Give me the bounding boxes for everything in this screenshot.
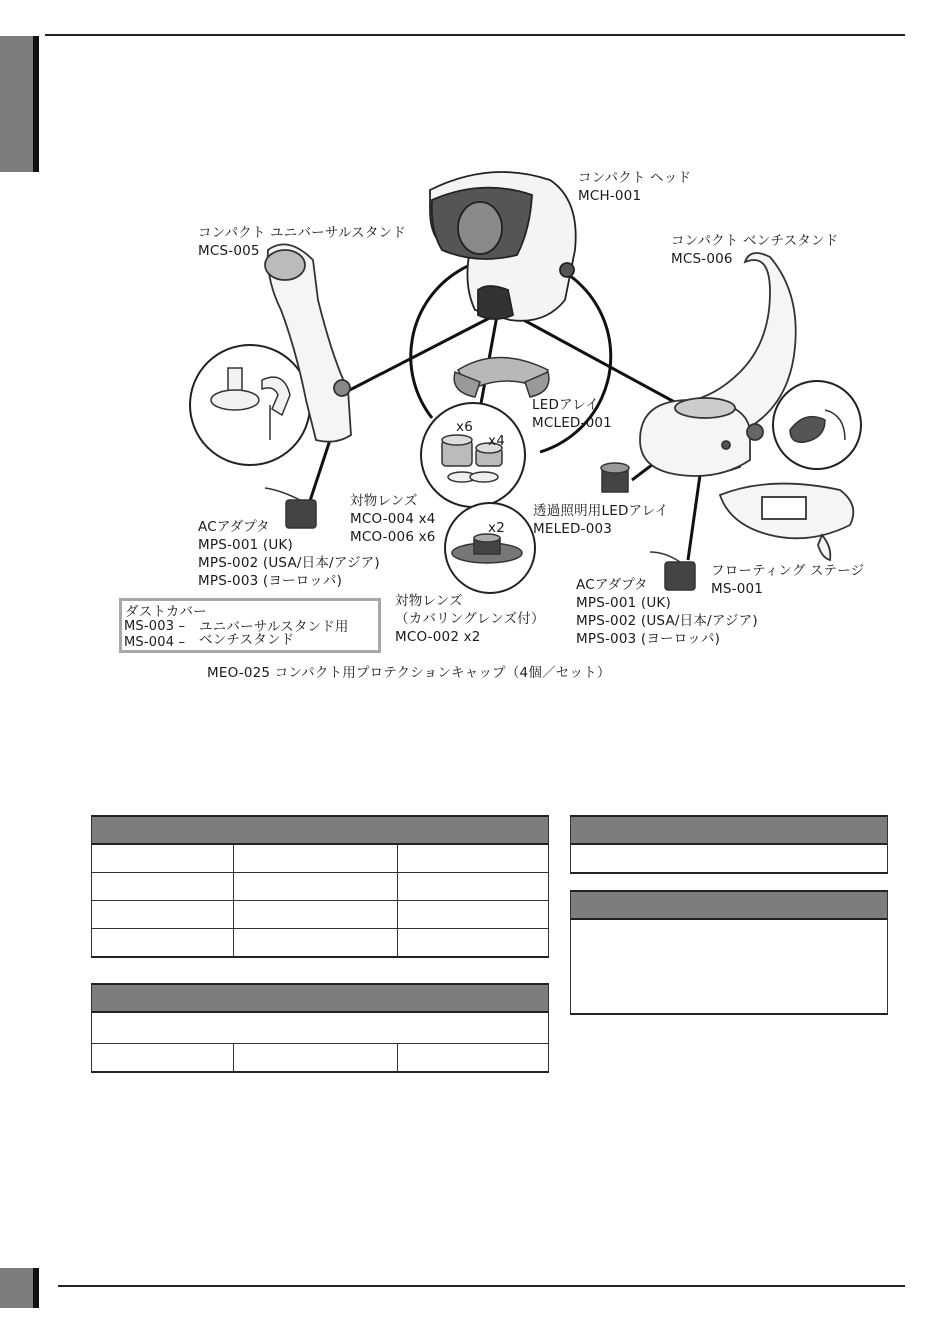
label-code: MELED-003 xyxy=(533,521,613,537)
label-name: LEDアレイ xyxy=(532,397,599,413)
label-name: 対物レンズ xyxy=(350,493,418,509)
table-row xyxy=(92,1044,549,1073)
lens-qty-x4: x4 xyxy=(488,433,505,449)
lens-qty-x6: x6 xyxy=(456,419,473,435)
label-name: コンパクト ユニバーサルスタンド xyxy=(198,225,406,241)
table-row xyxy=(92,844,549,873)
label-ac-adapter-left xyxy=(198,518,380,590)
label-led-array xyxy=(532,396,612,432)
footer-tab-edge xyxy=(33,1268,39,1308)
label-line2: MPS-002 (USA/日本/アジア) xyxy=(576,613,758,629)
box-header xyxy=(571,892,887,920)
label-name: 透過照明用LEDアレイ xyxy=(533,503,669,519)
label-line1: MPS-001 (UK) xyxy=(576,595,671,611)
label-line1: MCO-004 x4 xyxy=(350,511,436,527)
label-covering-lens xyxy=(395,592,545,646)
table-header xyxy=(92,984,549,1012)
label-name: ACアダプタ xyxy=(198,519,270,535)
label-code: MCS-006 xyxy=(671,251,733,267)
dust-cover-row2-code: MS-004 – xyxy=(124,635,186,650)
label-protection-cap: MEO-025 コンパクト用プロテクションキャップ（4個／セット） xyxy=(207,665,611,681)
table-row xyxy=(92,873,549,901)
footer-tab xyxy=(0,1268,33,1308)
label-name: ACアダプタ xyxy=(576,577,648,593)
dust-cover-row2-text: ベンチスタンド xyxy=(199,632,295,648)
label-code: MCH-001 xyxy=(578,188,642,204)
spec-table-secondary xyxy=(91,983,549,1073)
spec-box-right-top xyxy=(570,815,888,874)
label-universal-stand xyxy=(198,224,406,260)
table-header xyxy=(92,816,549,844)
footer-rule xyxy=(58,1285,905,1287)
label-ac-adapter-right xyxy=(576,576,758,648)
label-name: 対物レンズ xyxy=(395,593,463,609)
label-line2: MPS-002 (USA/日本/アジア) xyxy=(198,555,380,571)
label-line3: MPS-003 (ヨーロッパ) xyxy=(576,631,721,647)
label-name: コンパクト ベンチスタンド xyxy=(671,233,839,249)
lens-qty-x2: x2 xyxy=(488,520,505,536)
label-sub: （カバリングレンズ付） xyxy=(395,611,545,627)
table-row xyxy=(92,929,549,958)
label-code: MCO-002 x2 xyxy=(395,629,481,645)
label-name: フローティング ステージ xyxy=(711,563,865,579)
label-name: コンパクト ヘッド xyxy=(578,170,692,186)
dust-cover-box xyxy=(119,598,381,653)
label-code: MCS-005 xyxy=(198,243,260,259)
label-line3: MPS-003 (ヨーロッパ) xyxy=(198,573,343,589)
label-compact-head xyxy=(578,169,691,205)
dust-cover-row1-text: ユニバーサルスタンド用 xyxy=(199,619,349,635)
spec-box-right-bottom xyxy=(570,890,888,1015)
label-line1: MPS-001 (UK) xyxy=(198,537,293,553)
label-code: MCLED-001 xyxy=(532,415,612,431)
dust-cover-row1-code: MS-003 – xyxy=(124,619,186,634)
table-row xyxy=(92,1012,549,1044)
label-transmitted-led xyxy=(533,502,668,538)
dust-cover-title: ダストカバー xyxy=(125,604,207,620)
spec-table-main xyxy=(91,815,549,958)
label-line2: MCO-006 x6 xyxy=(350,529,436,545)
label-bench-stand xyxy=(671,232,838,268)
table-row xyxy=(92,901,549,929)
box-header xyxy=(571,817,887,845)
label-code: MS-001 xyxy=(711,581,764,597)
